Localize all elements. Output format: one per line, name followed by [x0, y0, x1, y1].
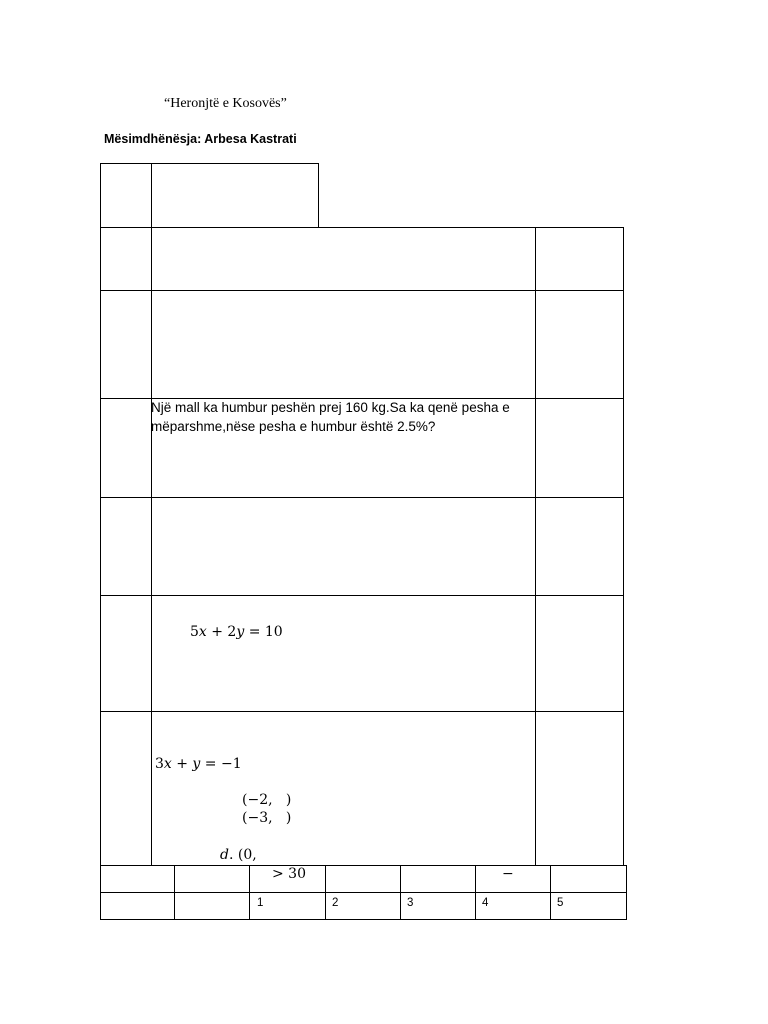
grade-col-divider [550, 865, 551, 920]
row3-points-cell [535, 398, 624, 498]
info-cell-left [100, 163, 152, 228]
row2-question-cell [151, 290, 536, 399]
grade-3-cell: 3 [407, 897, 414, 909]
question-weight-text: Një mall ka humbur peshën prej 160 kg.Sa ka qenë pesha e mëparshme,nëse pesha e humbur është 2.5%? [151, 400, 510, 434]
grade-dash-cell: − [502, 866, 514, 882]
point-option-b: (−3, ) [242, 810, 292, 826]
grade-5-cell: 5 [557, 897, 564, 909]
grade-col-divider [249, 865, 250, 920]
point-option-a: (−2, ) [242, 792, 292, 808]
grade-col-divider [325, 865, 326, 920]
school-name: “Heronjtë e Kosovës” [164, 96, 287, 111]
row1-points-cell [535, 227, 624, 291]
row1-question-cell [151, 227, 536, 291]
row6-number-cell [100, 711, 152, 867]
row5-number-cell [100, 595, 152, 712]
grade-2-cell: 2 [332, 897, 339, 909]
row5-points-cell [535, 595, 624, 712]
info-cell-name [151, 163, 319, 228]
row3-number-cell [100, 398, 152, 498]
row4-points-cell [535, 497, 624, 596]
row2-number-cell [100, 290, 152, 399]
row6-question-cell [151, 711, 536, 867]
grade-table-divider [100, 892, 627, 893]
row6-points-cell [535, 711, 624, 867]
row2-points-cell [535, 290, 624, 399]
row4-question-cell [151, 497, 536, 596]
point-option-d: 𝑑. (0, [220, 847, 257, 863]
grade-col-divider [174, 865, 175, 920]
row4-number-cell [100, 497, 152, 596]
equation-linear-2: 3𝑥 + 𝑦 = −1 [155, 756, 242, 772]
teacher-name: Mësimdhënësja: Arbesa Kastrati [104, 132, 297, 146]
row1-number-cell [100, 227, 152, 291]
grade-threshold-cell: > 30 [272, 866, 306, 882]
grade-4-cell: 4 [482, 897, 489, 909]
grade-1-cell: 1 [257, 897, 264, 909]
equation-linear-1: 5𝑥 + 2𝑦 = 10 [190, 624, 283, 640]
grade-col-divider [475, 865, 476, 920]
row5-question-cell [151, 595, 536, 712]
grade-col-divider [400, 865, 401, 920]
